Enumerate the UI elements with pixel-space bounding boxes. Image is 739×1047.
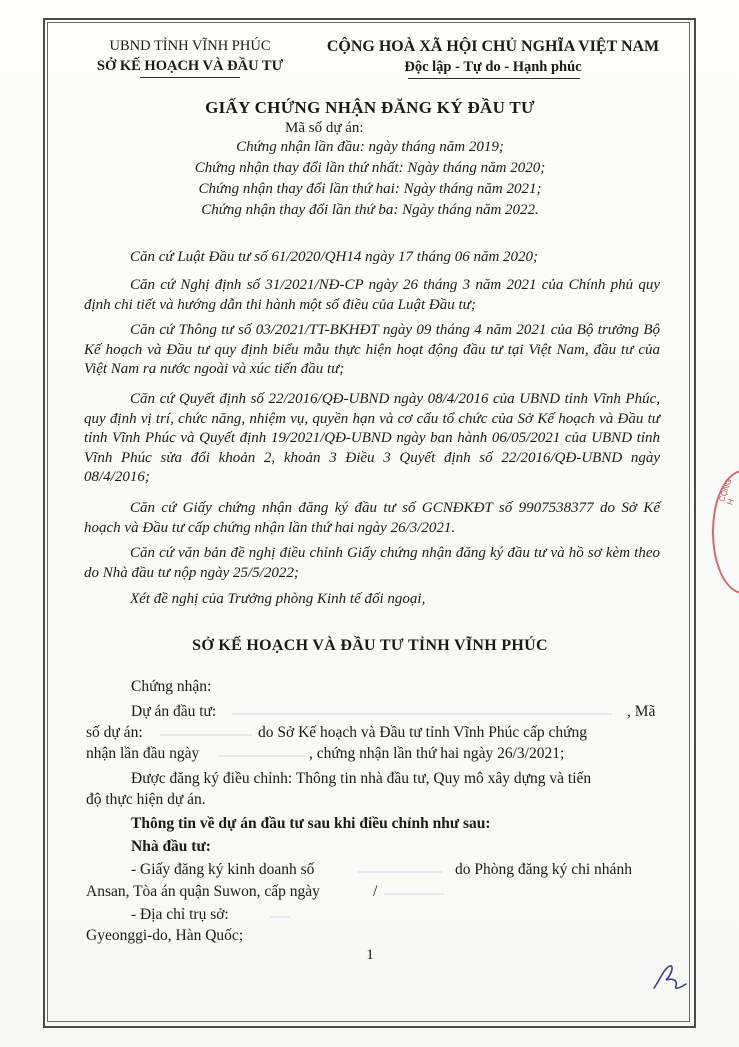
- address-country: Gyeonggi-do, Hàn Quốc;: [86, 927, 244, 944]
- investor-heading: Nhà đầu tư:: [131, 838, 211, 855]
- issuing-authority: SỞ KẾ HOẠCH VÀ ĐẦU TƯ TỈNH VĨNH PHÚC: [192, 637, 548, 654]
- cert-date-change-3: Chứng nhận thay đổi lần thứ ba: Ngày tháng năm 2022.: [201, 202, 539, 218]
- adjustment-line-1: Được đăng ký điều chỉnh: Thông tin nhà đầu tư, Quy mô xây dựng và tiến: [131, 770, 592, 787]
- redacted-project-name: [232, 713, 612, 715]
- license-label: - Giấy đăng ký kinh doanh số: [131, 861, 315, 878]
- first-cert-date-label: nhận lần đầu ngày: [86, 745, 200, 762]
- issuer-department: SỞ KẾ HOẠCH VÀ ĐẦU TƯ: [96, 58, 284, 74]
- legal-basis-prior-certificate: Căn cứ Giấy chứng nhận đăng ký đầu tư số GCNĐKĐT số 9907538377 do Sở Kế hoạch và Đầu tư cấp chứng nhận lần thứ hai ngày 26/3/2021.: [84, 500, 660, 536]
- legal-basis-proposal: Xét đề nghị của Trưởng phòng Kinh tế đối ngoại,: [130, 591, 426, 607]
- national-motto: Độc lập - Tự do - Hạnh phúc: [404, 59, 582, 75]
- legal-basis-decree: Căn cứ Nghị định số 31/2021/NĐ-CP ngày 26 tháng 3 năm 2021 của Chính phủ quy định chi tiết và hướng dẫn thi hành một số điều của Luật Đầu tư;: [84, 277, 660, 313]
- license-issue-line: Ansan, Tòa án quận Suwon, cấp ngày: [86, 883, 320, 900]
- national-title: CỘNG HOÀ XÃ HỘI CHỦ NGHĨA VIỆT NAM: [326, 38, 660, 55]
- project-code-line-label: số dự án:: [86, 724, 143, 741]
- address-label: - Địa chỉ trụ sở:: [131, 906, 229, 923]
- issuer-province: UBND TỈNH VĨNH PHÚC: [109, 38, 271, 54]
- legal-basis-request: Căn cứ văn bản đề nghị điều chỉnh Giấy chứng nhận đăng ký đầu tư và hồ sơ kèm theo do Nhà đầu tư nộp ngày 25/5/2022;: [84, 545, 660, 581]
- redacted-first-cert-date: [218, 755, 306, 757]
- redacted-project-code: [160, 734, 252, 736]
- redacted-address: [270, 916, 290, 918]
- initials-signature: [650, 962, 690, 992]
- second-cert-date: , chứng nhận lần thứ hai ngày 26/3/2021;: [309, 745, 565, 762]
- legal-basis-decision: Căn cứ Quyết định số 22/2016/QĐ-UBND ngày 08/4/2016 của UBND tỉnh Vĩnh Phúc, quy định vị trí, chức năng, nhiệm vụ, quyền hạn và cơ cấu tổ chức của Sở Kế hoạch và Đầu tư tỉnh Vĩnh Phúc và Quyết định 19/2021/QĐ-UBND ngày ban hành 06/05/2021 của UBND tỉnh Vĩnh Phúc sửa đổi khoản 2, khoản 3 Điều 3 Quyết định số 22/2016/QĐ-UBND ngày 08/4/2016;: [84, 391, 660, 485]
- certify-label: Chứng nhận:: [131, 678, 212, 695]
- legal-basis-law: Căn cứ Luật Đầu tư số 61/2020/QH14 ngày 17 tháng 06 năm 2020;: [130, 249, 539, 265]
- project-code-label: Mã số dự án:: [285, 120, 364, 136]
- page-number: 1: [366, 947, 374, 963]
- project-code-suffix: , Mã: [627, 703, 656, 720]
- document-title: GIẤY CHỨNG NHẬN ĐĂNG KÝ ĐẦU TƯ: [205, 98, 535, 117]
- adjustment-line-2: độ thực hiện dự án.: [86, 791, 206, 808]
- cert-date-first: Chứng nhận lần đầu: ngày tháng năm 2019;: [236, 139, 504, 155]
- cert-date-change-1: Chứng nhận thay đổi lần thứ nhất: Ngày tháng năm 2020;: [194, 160, 546, 176]
- seal-text: CỘNG H: [717, 477, 736, 507]
- info-heading: Thông tin về dự án đầu tư sau khi điều chỉnh như sau:: [131, 815, 491, 832]
- license-date-slash: /: [373, 883, 378, 900]
- cert-date-change-2: Chứng nhận thay đổi lần thứ hai: Ngày tháng năm 2021;: [198, 181, 542, 197]
- issuer-statement: do Sở Kế hoạch và Đầu tư tỉnh Vĩnh Phúc cấp chứng: [258, 724, 588, 741]
- project-name-label: Dự án đầu tư:: [131, 703, 217, 720]
- motto-underline: [408, 78, 580, 79]
- issuer-underline: [140, 77, 240, 78]
- redacted-license-date: [384, 893, 444, 895]
- legal-basis-circular: Căn cứ Thông tư số 03/2021/TT-BKHĐT ngày 09 tháng 4 năm 2021 của Bộ trưởng Bộ Kế hoạch và Đầu tư quy định biểu mẫu thực hiện hoạt động đầu tư tại Việt Nam, đầu tư của Việt Nam ra nước ngoài và xúc tiến đầu tư;: [84, 322, 660, 377]
- redacted-license-number: [358, 871, 442, 873]
- license-issuer: do Phòng đăng ký chi nhánh: [455, 861, 632, 878]
